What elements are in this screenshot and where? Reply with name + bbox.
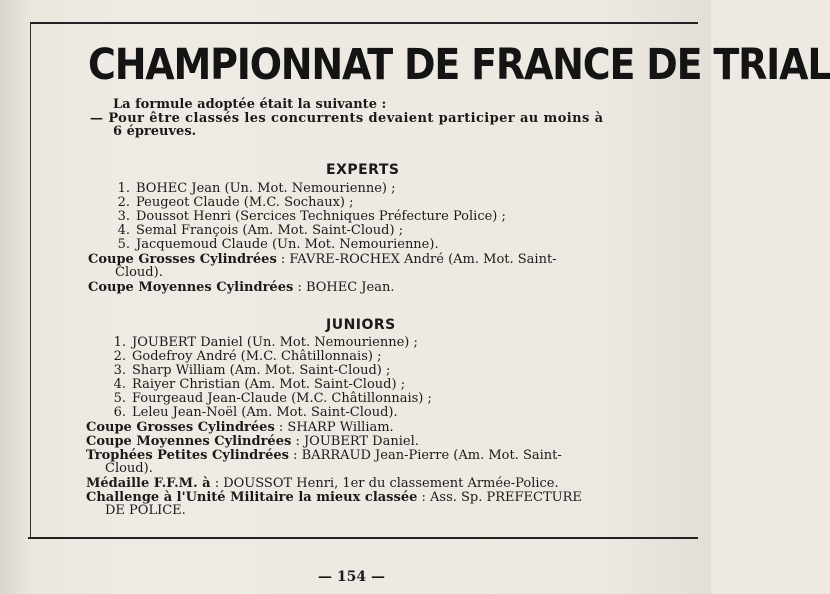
award-value: : Ass. Sp. PREFECTURE [421,490,582,505]
juniors-heading: JUNIORS [326,317,396,333]
award-label: Médaille F.F.M. à [86,476,211,491]
rank-number: 2. [117,195,130,210]
award-label: Challenge à l'Unité Militaire la mieux classée [86,490,418,505]
intro-line-3: 6 épreuves. [113,124,197,139]
award-value: : DOUSSOT Henri, 1er du classement Armée-Police. [214,476,559,491]
rank-entry: Raiyer Christian (Am. Mot. Saint-Cloud) ; [132,377,406,392]
experts-rank-3 [110,210,506,224]
rank-number: 4. [117,223,130,238]
rank-entry: Leleu Jean-Noël (Am. Mot. Saint-Cloud). [132,405,398,420]
juniors-trophees-cont: Cloud). [105,461,153,476]
rank-entry: BOHEC Jean (Un. Mot. Nemourienne) ; [136,181,396,196]
rank-entry: Fourgeaud Jean-Claude (M.C. Châtillonnais) ; [132,391,432,406]
page-number: — 154 — [318,569,385,585]
juniors-rank-6 [106,406,398,420]
juniors-coupe-moyennes [86,435,419,449]
experts-coupe-moyennes [88,281,394,295]
intro-line-2: — Pour être classés les concurrents devaient participer au moins à [90,111,604,126]
rank-entry: Sharp William (Am. Mot. Saint-Cloud) ; [132,363,391,378]
award-label: Coupe Moyennes Cylindrées [88,280,294,295]
award-label: Trophées Petites Cylindrées [86,448,289,463]
award-value: : JOUBERT Daniel. [295,434,419,449]
rank-entry: JOUBERT Daniel (Un. Mot. Nemourienne) ; [132,335,418,350]
rank-entry: Jacquemoud Claude (Un. Mot. Nemourienne). [136,237,439,252]
rank-entry: Godefroy André (M.C. Châtillonnais) ; [132,349,382,364]
rank-number: 4. [113,377,126,392]
juniors-coupe-grosses [86,421,394,435]
juniors-rank-5 [106,392,432,406]
rank-number: 2. [113,349,126,364]
intro-line-1: La formule adoptée était la suivante : [113,97,387,112]
rank-number: 5. [113,391,126,406]
juniors-rank-1 [106,336,418,350]
award-label: Coupe Grosses Cylindrées [86,420,275,435]
rank-entry: Doussot Henri (Sercices Techniques Préfecture Police) ; [136,209,506,224]
juniors-rank-3 [106,364,390,378]
experts-heading: EXPERTS [326,162,400,178]
rank-entry: Semal François (Am. Mot. Saint-Cloud) ; [136,223,404,238]
juniors-challenge-cont: DE POLICE. [105,503,186,518]
award-value: : BARRAUD Jean-Pierre (Am. Mot. Saint- [293,448,562,463]
award-value: : FAVRE-ROCHEX André (Am. Mot. Saint- [280,252,557,267]
rank-number: 3. [117,209,130,224]
award-label: Coupe Grosses Cylindrées [88,252,277,267]
experts-rank-4 [110,224,403,238]
bottom-rule [28,537,698,539]
rank-number: 3. [113,363,126,378]
rank-number: 1. [113,335,126,350]
juniors-rank-4 [106,378,405,392]
experts-coupe-grosses-cont: Cloud). [115,265,163,280]
award-value: : SHARP William. [278,420,394,435]
juniors-rank-2 [106,350,381,364]
award-label: Coupe Moyennes Cylindrées [86,434,292,449]
experts-rank-5 [110,238,439,252]
rank-number: 6. [113,405,126,420]
top-rule [30,22,698,24]
experts-rank-2 [110,196,354,210]
juniors-medaille [86,477,559,491]
rank-entry: Peugeot Claude (M.C. Sochaux) ; [136,195,354,210]
award-value: : BOHEC Jean. [297,280,395,295]
rank-number: 1. [117,181,130,196]
rank-number: 5. [117,237,130,252]
experts-rank-1 [110,182,396,196]
left-rule [30,22,31,538]
juniors-trophees [86,449,562,463]
page-title: CHAMPIONNAT DE FRANCE DE TRIAL [88,40,830,90]
